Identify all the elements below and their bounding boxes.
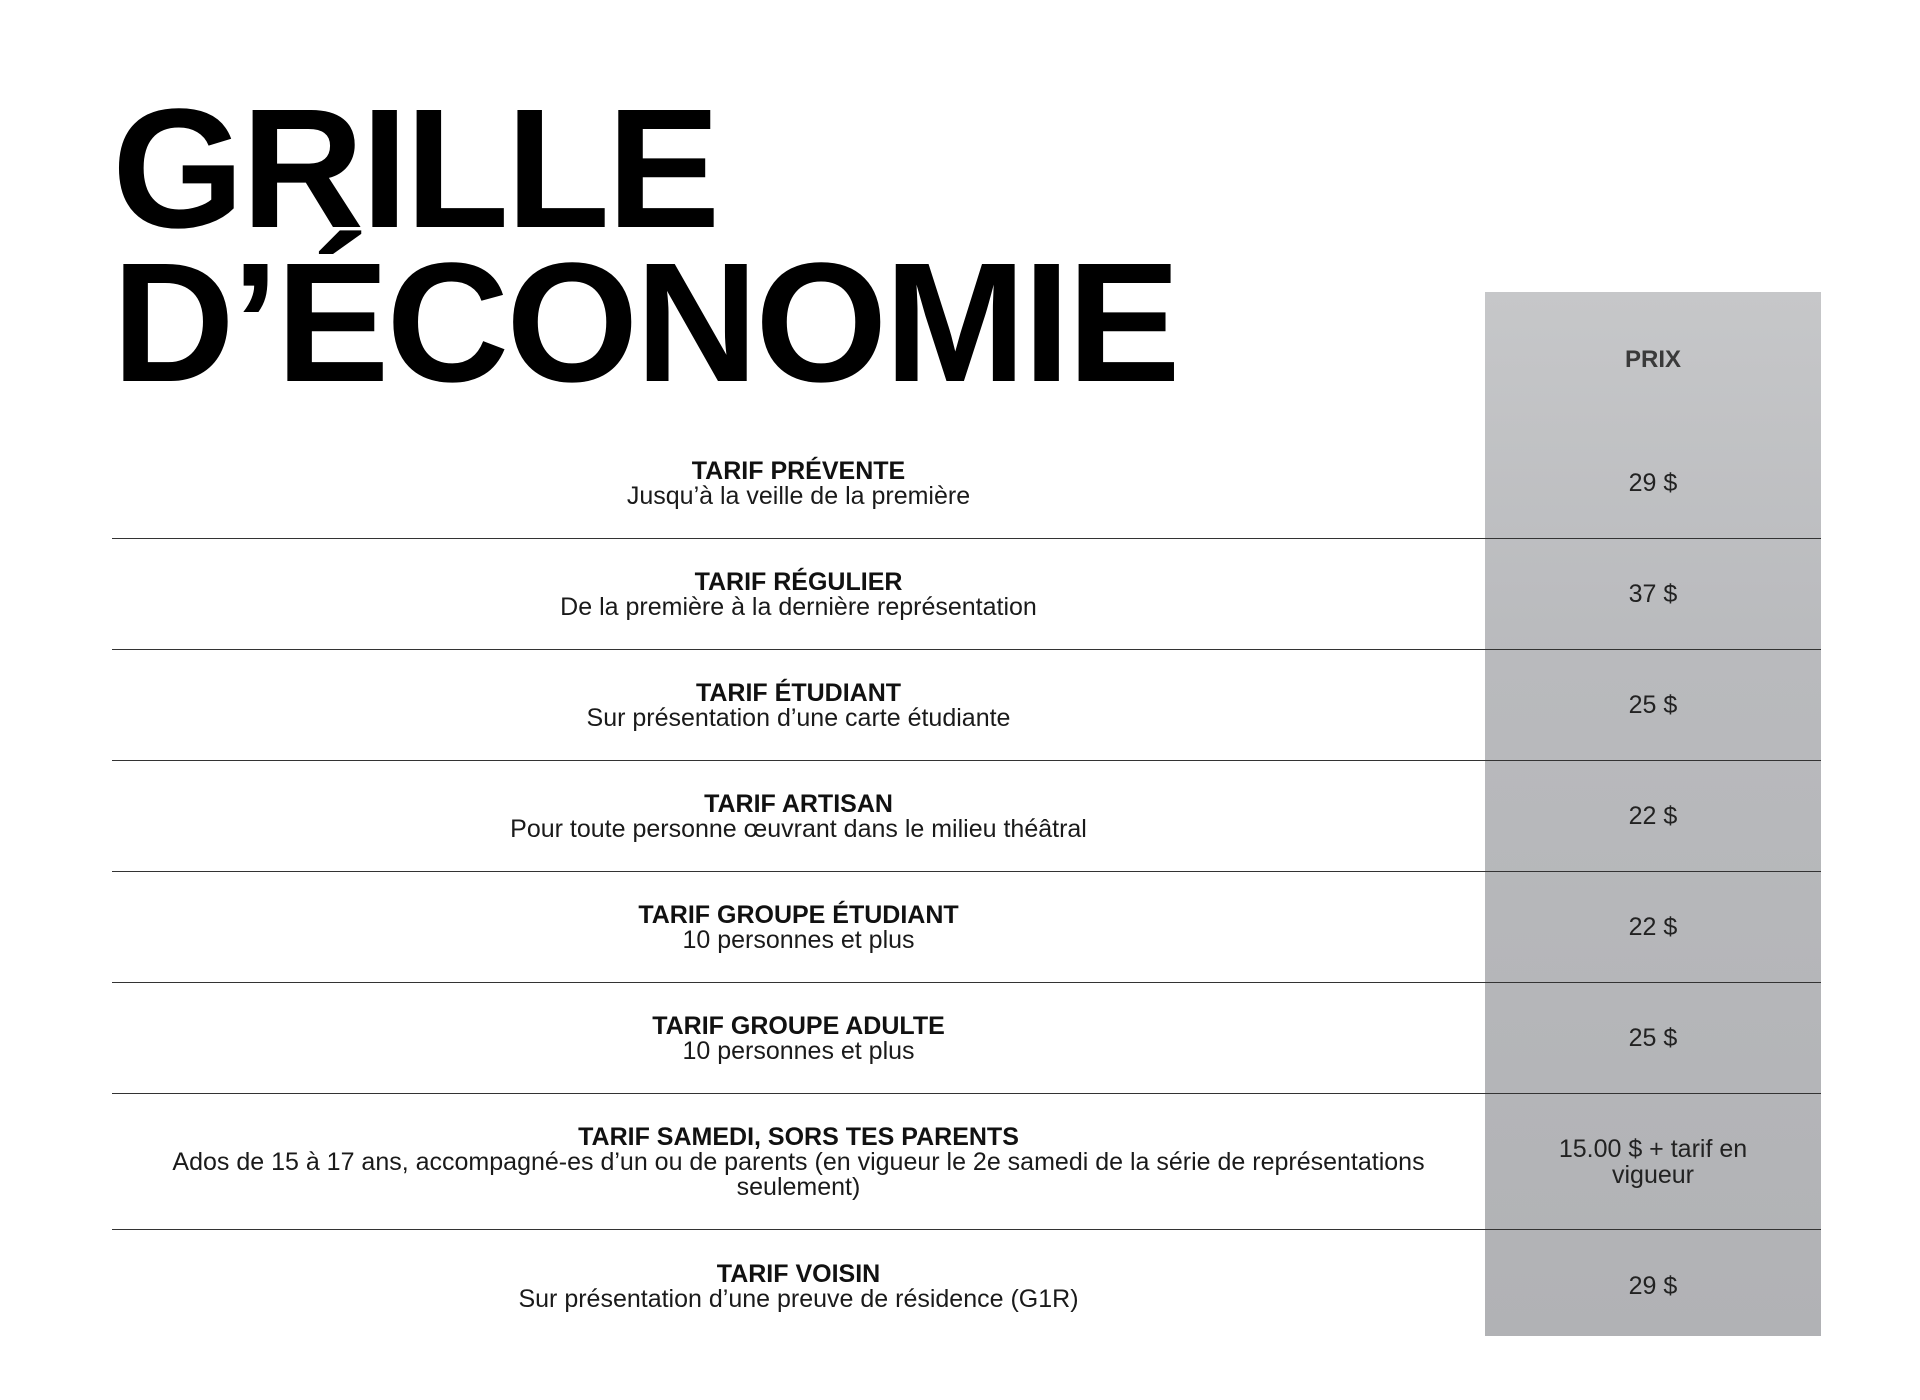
rate-condition: 10 personnes et plus [682, 1036, 915, 1065]
title-line-2: D’ÉCONOMIE [112, 228, 1178, 418]
pricing-table [112, 428, 1821, 1342]
table-row [112, 428, 1821, 539]
page-title [112, 74, 1178, 418]
rate-condition: Pour toute personne œuvrant dans le milieu théâtral [510, 814, 1087, 843]
rate-price: 25 $ [1628, 1024, 1678, 1052]
rate-condition: Ados de 15 à 17 ans, accompagné-es d’un ou de parents (en vigueur le 2e samedi de la série de représentations seulement) [172, 1147, 1425, 1201]
rate-condition: 10 personnes et plus [682, 925, 915, 954]
rate-description-cell [112, 539, 1485, 649]
table-row [112, 1230, 1821, 1342]
table-row [112, 872, 1821, 983]
rate-name: TARIF ARTISAN [704, 789, 893, 818]
table-row [112, 983, 1821, 1094]
table-row [112, 761, 1821, 872]
rate-name: TARIF RÉGULIER [694, 567, 903, 596]
rate-name: TARIF VOISIN [716, 1259, 881, 1288]
rate-price: 25 $ [1628, 691, 1678, 719]
title-line-1: GRILLE [112, 74, 718, 264]
rate-condition: Sur présentation d’une carte étudiante [586, 703, 1011, 732]
rate-name: TARIF PRÉVENTE [691, 456, 906, 485]
rate-name: TARIF GROUPE ÉTUDIANT [638, 900, 959, 929]
rate-condition: Sur présentation d’une preuve de résidence (G1R) [518, 1284, 1079, 1313]
rate-name: TARIF ÉTUDIANT [695, 678, 902, 707]
table-row [112, 650, 1821, 761]
rate-description-cell [112, 1094, 1485, 1229]
rate-price: 29 $ [1628, 1272, 1678, 1300]
table-row [112, 1094, 1821, 1230]
rate-description-cell [112, 428, 1485, 538]
rate-condition: De la première à la dernière représentation [560, 592, 1037, 621]
rate-name: TARIF SAMEDI, SORS TES PARENTS [578, 1122, 1019, 1151]
rate-description-cell [112, 761, 1485, 871]
price-column-header: PRIX [1624, 346, 1681, 373]
rate-description-cell [112, 650, 1485, 760]
table-row [112, 539, 1821, 650]
rate-condition: Jusqu’à la veille de la première [626, 481, 971, 510]
rate-description-cell [112, 983, 1485, 1093]
rate-price: 15.00 $ + tarif en vigueur [1558, 1134, 1748, 1189]
rate-price: 37 $ [1628, 580, 1678, 608]
rate-name: TARIF GROUPE ADULTE [652, 1011, 945, 1040]
rate-price: 22 $ [1628, 802, 1678, 830]
rate-price: 29 $ [1628, 469, 1678, 497]
rate-description-cell [112, 872, 1485, 982]
rate-price: 22 $ [1628, 913, 1678, 941]
rate-description-cell [112, 1230, 1485, 1342]
